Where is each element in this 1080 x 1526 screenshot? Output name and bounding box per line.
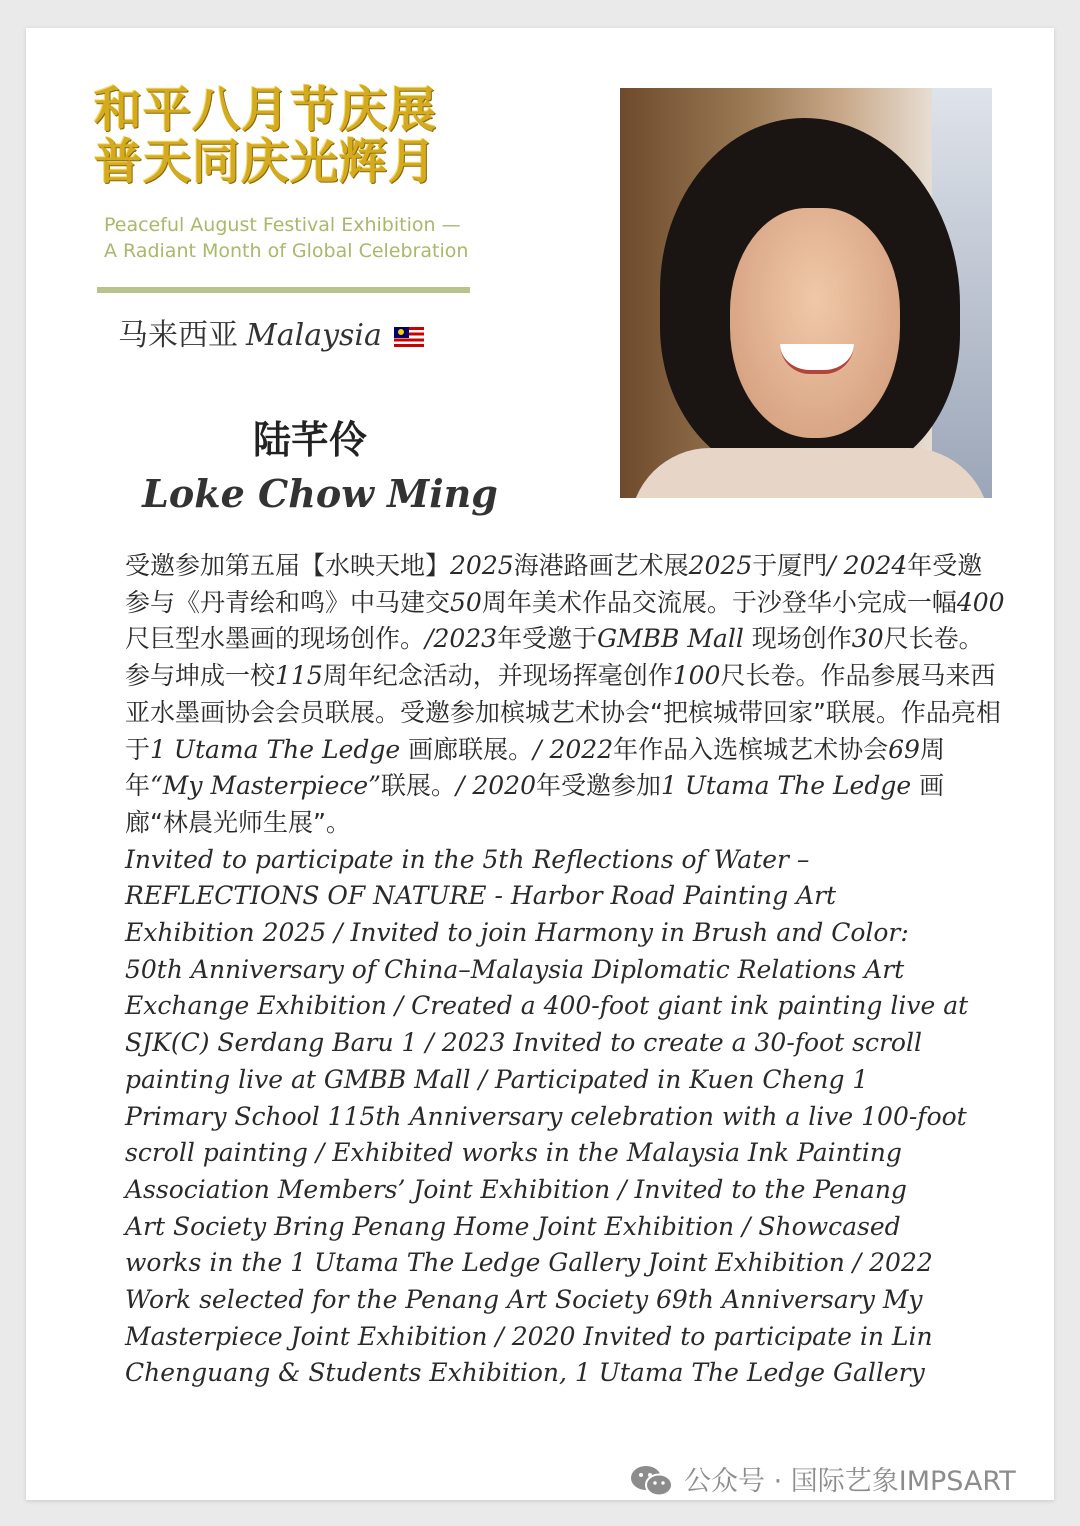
biography-cn-segment: 400 [956, 587, 1005, 617]
exhibition-title-en [104, 212, 484, 264]
biography-cn-segment: 115 [275, 661, 323, 691]
biography-en-line: works in the 1 Utama The Ledge Gallery Joint Exhibition / 2022 [125, 1248, 933, 1278]
biography-cn-segment: 年受邀参与《丹青绘和鸣》中马建交 [125, 551, 983, 617]
wechat-icon [630, 1464, 674, 1498]
biography-cn-segment: 现场创作 [751, 624, 852, 654]
biography-en-line: Invited to participate in the 5th Reflections of Water – [125, 844, 810, 874]
biography-cn-segment: 100 [672, 661, 721, 691]
malaysia-flag-icon [394, 327, 424, 347]
title-en-line-1: Peaceful August Festival Exhibition — [104, 214, 461, 236]
artist-portrait-photo [620, 88, 992, 498]
biography-cn-segment: 2025 [688, 551, 753, 580]
title-cn-line-1: 和平八月节庆展 [94, 82, 438, 138]
exhibition-title-cn [94, 84, 474, 188]
biography-en-line: scroll painting / Exhibited works in the Malaysia Ink Painting [125, 1138, 902, 1168]
biography-cn-segment: “My Masterpiece” [150, 771, 381, 801]
biography-english [125, 842, 1005, 1393]
biography-cn-segment: 年受邀参加 [535, 771, 661, 801]
artist-name-cn: 陆芊伶 [252, 418, 367, 462]
biography-cn-segment: 联展。 [380, 771, 456, 801]
biography-en-line: Chenguang & Students Exhibition, 1 Utama The Ledge Gallery [125, 1358, 925, 1388]
biography-en-line: SJK(C) Serdang Baru 1 / 2023 Invited to create a 30-foot scroll [125, 1028, 922, 1058]
biography-cn-segment: 年作品入选槟城艺术协会 [613, 734, 889, 764]
biography-cn-segment: 受邀参加第五届【水映天地】 [125, 551, 451, 580]
biography-cn-segment: 30 [851, 624, 884, 654]
biography-en-line: Work selected for the Penang Art Society 69th Anniversary My [125, 1285, 923, 1315]
biography-cn-segment: 尺长卷。作品参展马来西亚水墨画协会会员联展。受邀参加槟城艺术协会“把槟城带回家”联展。作品亮相于 [125, 661, 1001, 764]
biography-cn-segment: 2025 [450, 551, 514, 580]
biography-cn-segment: 周年美术作品交流展。于沙登华小完成一幅 [481, 587, 957, 617]
country-cn: 马来西亚 [118, 318, 238, 353]
biography-cn-segment: 50 [450, 587, 482, 617]
biography-en-line: REFLECTIONS OF NATURE - Harbor Road Painting Art [125, 881, 837, 911]
biography-cn-segment: / 2022 [533, 734, 614, 764]
footer-text: 公众号 · 国际艺象IMPSART [684, 1466, 1016, 1497]
biography-cn-segment: 海港路画艺术展 [513, 551, 689, 580]
country-en: Malaysia [246, 318, 382, 353]
biography-cn-segment: 1 Utama The Ledge [150, 734, 409, 764]
biography-en-line: 50th Anniversary of China–Malaysia Diplomatic Relations Art [125, 954, 905, 984]
biography-en-line: painting live at GMBB Mall / Participated in Kuen Cheng 1 [125, 1064, 869, 1094]
biography-cn-segment: / 2024 [827, 551, 908, 580]
title-cn-line-2: 普天同庆光辉月 [94, 134, 438, 190]
artist-name-en: Loke Chow Ming [142, 471, 498, 516]
biography-cn-segment: 69 [888, 734, 920, 764]
biography-cn-segment: 周年 [125, 734, 945, 801]
biography-cn-segment: 尺巨型水墨画的现场创作。 [125, 624, 426, 654]
wechat-footer [630, 1462, 1016, 1502]
biography-cn-segment: 1 Utama The Ledge [661, 771, 920, 801]
biography-en-line: Art Society Bring Penang Home Joint Exhibition / Showcased [125, 1211, 901, 1241]
biography-en-line: Exchange Exhibition / Created a 400-foot giant ink painting live at [125, 991, 969, 1021]
biography-cn-segment: 于厦門 [752, 551, 828, 580]
title-divider [97, 287, 470, 293]
biography-cn-segment: 尺长卷。参与坤成一校 [125, 624, 984, 691]
country-label [118, 316, 424, 356]
biography-cn-segment: 年受邀于 [497, 624, 598, 654]
biography-cn-segment: 画廊联展。 [408, 734, 534, 764]
biography-en-line: Exhibition 2025 / Invited to join Harmony in Brush and Color: [125, 918, 909, 948]
biography-cn-segment: 画廊“林晨光师生展”。 [125, 771, 945, 837]
biography-cn-segment: 周年纪念活动，并现场挥毫创作 [322, 661, 673, 691]
biography-cn-segment: GMBB Mall [597, 624, 752, 654]
biography-en-line: Association Members’ Joint Exhibition / Invited to the Penang [125, 1174, 907, 1204]
title-en-line-2: A Radiant Month of Global Celebration [104, 240, 469, 262]
biography-chinese [125, 548, 1005, 842]
biography-cn-segment: / 2020 [455, 771, 536, 801]
biography-cn-segment: /2023 [425, 624, 498, 654]
artist-biography [125, 548, 1005, 1392]
biography-en-line: Primary School 115th Anniversary celebration with a live 100-foot [125, 1101, 967, 1131]
biography-en-line: Masterpiece Joint Exhibition / 2020 Invited to participate in Lin [125, 1321, 933, 1351]
